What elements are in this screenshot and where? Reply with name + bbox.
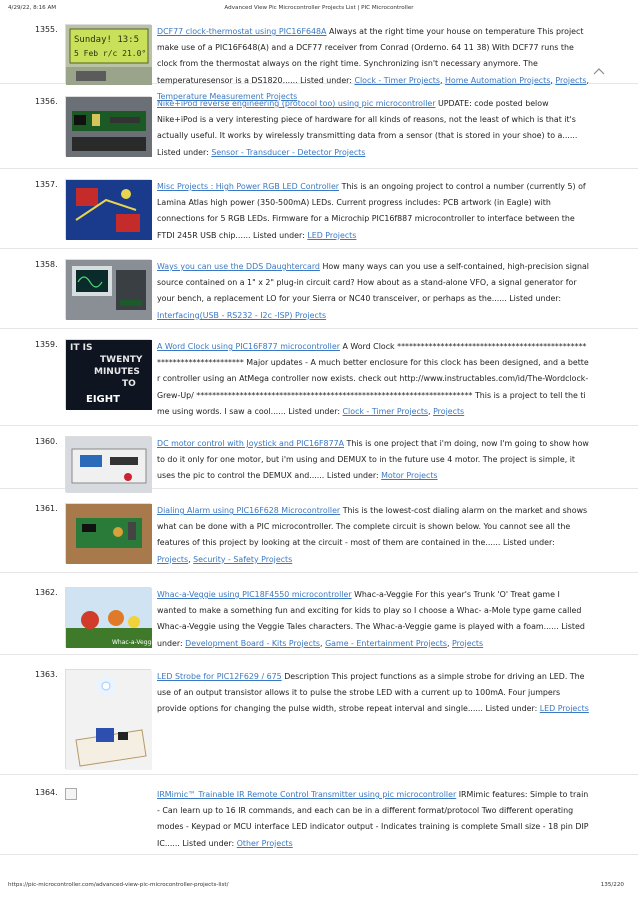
list-item (0, 573, 638, 655)
entry-thumbnail[interactable] (65, 24, 151, 84)
listed-under-label: Listed under: (300, 75, 352, 85)
project-link[interactable]: DC motor control with Joystick and PIC16F877A (157, 439, 345, 448)
project-link[interactable]: Ways you can use the DDS Daughtercard (157, 262, 320, 271)
entry-number: 1360. (35, 437, 58, 446)
broken-image-icon (65, 788, 77, 800)
lcd-text-line1: Sunday! 13:5 (74, 35, 140, 45)
entry-thumbnail[interactable] (65, 179, 151, 239)
project-description: Description This project functions as a simple strobe for driving an LED. The use of an output transistor allows it to pulse the strobe LED with a current up to 100mA. Four jumpers provide options for changing the pulse width, strobe repeat interval and single...... (157, 672, 585, 714)
thumb-caption: Whac-a-Veggie (112, 639, 157, 646)
tag-link[interactable]: Interfacing(USB - RS232 - I2c -ISP) Projects (157, 310, 327, 320)
listed-under-label: Listed under: (253, 230, 305, 240)
entry-text: Dialing Alarm using PIC16F628 Microcontroller This is the lowest-cost dialing alarm on the market and shows what can be done with a PIC microcontroller. The complete circuit is shown below. You cannot see all the features of this project by looking at the circuit - most of them are contained in the...... Listed under: Projects, Security - Safety Projects (157, 506, 588, 564)
wordclock-text: EIGHT (86, 394, 120, 405)
lcd-text-line2: 5 Feb r/c 21.0° (74, 49, 147, 58)
entry-text: Whac-a-Veggie using PIC18F4550 microcontroller Whac-a-Veggie For this year's Trunk 'O' Treat game I wanted to make a something fun and exciting for kids to play so I choose a Whac- a-Mole type game called Whac-a-Veggie using the Veggie Tales characters. The Whac-a-Veggie game is played with a foam...... Listed under: Development Board - Kits Projects, Game - Entertainment Projects, Projects (157, 590, 585, 648)
entry-thumbnail[interactable] (65, 436, 151, 492)
tag-link[interactable]: Other Projects (236, 838, 293, 848)
tag-link[interactable]: Clock - Timer Projects (342, 406, 429, 416)
entry-thumbnail[interactable] (65, 96, 151, 156)
listed-under-label: Listed under: (157, 147, 209, 157)
list-item (0, 169, 638, 249)
project-description: Whac-a-Veggie For this year's Trunk 'O' Treat game I wanted to make a something fun and exciting for kids to play so I choose a Whac- a-Mole type game called Whac-a-Veggie using the Veggie Tales characters. The Whac-a-Veggie game is played with a foam...... (157, 590, 582, 632)
wordclock-text: TO (122, 379, 136, 389)
project-link[interactable]: IRMimic™ Trainable IR Remote Control Transmitter using pic microcontroller (157, 790, 457, 799)
print-header (0, 5, 638, 17)
listed-under-label: Listed under: (157, 622, 585, 648)
entry-text: A Word Clock using PIC16F877 microcontroller A Word Clock ********************************************************************** Major updates - A much better enclosure for this clock has been designed, and a better controller using an AtMega controller now exists. check out http://www.instructables.com/id/The-Wordclock-Grew-Up/ ********************************************************************** This is a project to tell the time using words. I saw a cool...... Listed under: Clock - Timer Projects, Projects (157, 342, 589, 416)
listed-under-label: Listed under: (509, 294, 562, 304)
tag-link[interactable]: Sensor - Transducer - Detector Projects (211, 147, 366, 157)
wordclock-text: TWENTY (100, 355, 143, 365)
entry-thumbnail[interactable] (65, 669, 151, 769)
tag-link[interactable]: Projects (433, 406, 465, 416)
list-item (0, 84, 638, 169)
entry-thumbnail[interactable] (65, 503, 151, 563)
wordclock-text: MINUTES (94, 367, 140, 377)
project-description: IRMimic features: Simple to train - Can learn up to 16 IR commands, and each can be in a different format/protocol Two different operating modes - Keypad or MCU interface LED indicator output - Indicates training is complete Small size - 18 pin DIP IC...... (157, 790, 589, 848)
entry-number: 1364. (35, 788, 58, 797)
tag-link[interactable]: Clock - Timer Projects (354, 75, 440, 85)
listed-under-label: Listed under: (326, 471, 379, 481)
listed-under-label: Listed under: (502, 538, 555, 548)
project-link[interactable]: Misc Projects : High Power RGB LED Controller (157, 182, 340, 191)
project-link[interactable]: DCF77 clock-thermostat using PIC16F648A (157, 27, 327, 36)
entry-thumbnail[interactable] (65, 339, 151, 409)
project-list (0, 22, 638, 855)
tag-link[interactable]: Development Board - Kits Projects (185, 638, 321, 648)
entry-number: 1362. (35, 588, 58, 597)
project-link[interactable]: A Word Clock using PIC16F877 microcontroller (157, 342, 340, 351)
print-footer (0, 882, 638, 894)
tag-link[interactable]: Security - Safety Projects (193, 554, 293, 564)
tag-link[interactable]: Home Automation Projects (444, 75, 551, 85)
project-description: UPDATE: code posted below Nike+iPod is a very interesting piece of hardware for all kinds of reasons, not the least of which is that it's actually useful. It works by wirelessly transmitting data from a sensor (that is stored in your shoe) to a...... (157, 99, 578, 141)
entry-number: 1361. (35, 504, 58, 513)
listed-under-label: Listed under: (485, 704, 538, 714)
wordclock-text: IT IS (70, 343, 93, 353)
project-description: How many ways can you use a self-contained, high-precision signal source contained on a 1" x 2" plug-in circuit card? How about as a stand-alone VFO, a signal generator for your bench, a replacement LO for your Sierra or NC40 transceiver, or perhaps as the...... (157, 262, 589, 304)
print-date: 4/29/22, 8:16 AM (8, 5, 57, 11)
print-url: https://pic-microcontroller.com/advanced-view-pic-microcontroller-projects-list/ (8, 882, 229, 888)
entry-number: 1363. (35, 670, 58, 679)
project-link[interactable]: Nike+iPod reverse engineering (protocol too) using pic microcontroller (157, 99, 436, 108)
tag-link[interactable]: Game - Entertainment Projects (325, 638, 447, 648)
entry-number: 1358. (35, 260, 58, 269)
list-item (0, 775, 638, 855)
tag-link[interactable]: Projects (157, 554, 189, 564)
tag-link[interactable]: LED Projects (307, 230, 357, 240)
entry-thumbnail[interactable] (65, 259, 151, 319)
entry-number: 1356. (35, 97, 58, 106)
listed-under-label: Listed under: (182, 838, 235, 848)
tag-link[interactable]: Motor Projects (381, 471, 438, 481)
entry-number: 1359. (35, 340, 58, 349)
entry-number: 1355. (35, 25, 58, 34)
list-item (0, 249, 638, 329)
list-item (0, 22, 638, 101)
list-item (0, 426, 638, 489)
print-title: Advanced View Pic Microcontroller Projects List | PIC Microcontroller (224, 5, 414, 11)
entry-thumbnail[interactable] (65, 587, 157, 647)
listed-under-label: Listed under: (288, 406, 341, 416)
entry-text: DCF77 clock-thermostat using PIC16F648A Always at the right time your house on temperature This project make use of a PIC16F648(A) and a DCF77 receiver from Conrad (Orderno. 64 11 38) With DCF77 runs the clock from the thermostat always on the right time. Synchronizing isn't necessary anymore. The temperaturesensor is a DS1820...... Listed under: Clock - Timer Projects, Home Automation Projects, Projects, Temperature Measurement Projects (157, 27, 590, 101)
page-number: 135/220 (600, 882, 624, 888)
list-item (0, 655, 638, 775)
project-link[interactable]: LED Strobe for PIC12F629 / 675 (157, 672, 282, 681)
tag-link[interactable]: Projects (555, 75, 587, 85)
list-item (0, 329, 638, 426)
entry-text (0, 785, 638, 852)
project-link[interactable]: Dialing Alarm using PIC16F628 Microcontroller (157, 506, 341, 515)
project-description: Always at the right time your house on temperature This project make use of a PIC16F648(A) and a DCF77 receiver from Conrad (Orderno. 64 11 38) With DCF77 runs the clock from the thermostat always on the right time. Synchronizing isn't necessary anymore. The temperaturesensor is a DS1820...... (157, 27, 584, 85)
entry-number: 1357. (35, 180, 58, 189)
project-link[interactable]: Whac-a-Veggie using PIC18F4550 microcontroller (157, 590, 352, 599)
project-description: This is one project that i'm doing, now I'm going to show how to do it only for one motor, but i'm using and DEMUX to in the future use 4 motor. The project is simple, it uses the pic to control the DEMUX and...... (157, 439, 589, 481)
project-description: This is the lowest-cost dialing alarm on the market and shows what can be done with a PIC microcontroller. The complete circuit is shown below. You cannot see all the features of this project by looking at the circuit - most of them are contained in the...... (157, 506, 588, 548)
tag-link[interactable]: Temperature Measurement Projects (157, 91, 298, 101)
project-description: A Word Clock ********************************************************************** Major updates - A much better enclosure for this clock has been designed, and a better controller using an AtMega controller now exists. check out http://www.instructables.com/id/The-Wordclock-Grew-Up/ ********************************************************************** This is a project to tell the time using words. I saw a cool...... (157, 342, 589, 416)
list-item (0, 489, 638, 573)
tag-link[interactable]: LED Projects (539, 704, 589, 714)
tag-link[interactable]: Projects (452, 638, 484, 648)
project-description: This is an ongoing project to control a number (currently 5) of Lamina Atlas high power (350-500mA) LEDs. Current progress includes: PCB artwork (in Eagle) with connections for 5 RGB LEDs. Firmware for a Microchip PIC16f887 microcontroller to interface between the FTDI 245R USB chip...... (157, 182, 586, 240)
